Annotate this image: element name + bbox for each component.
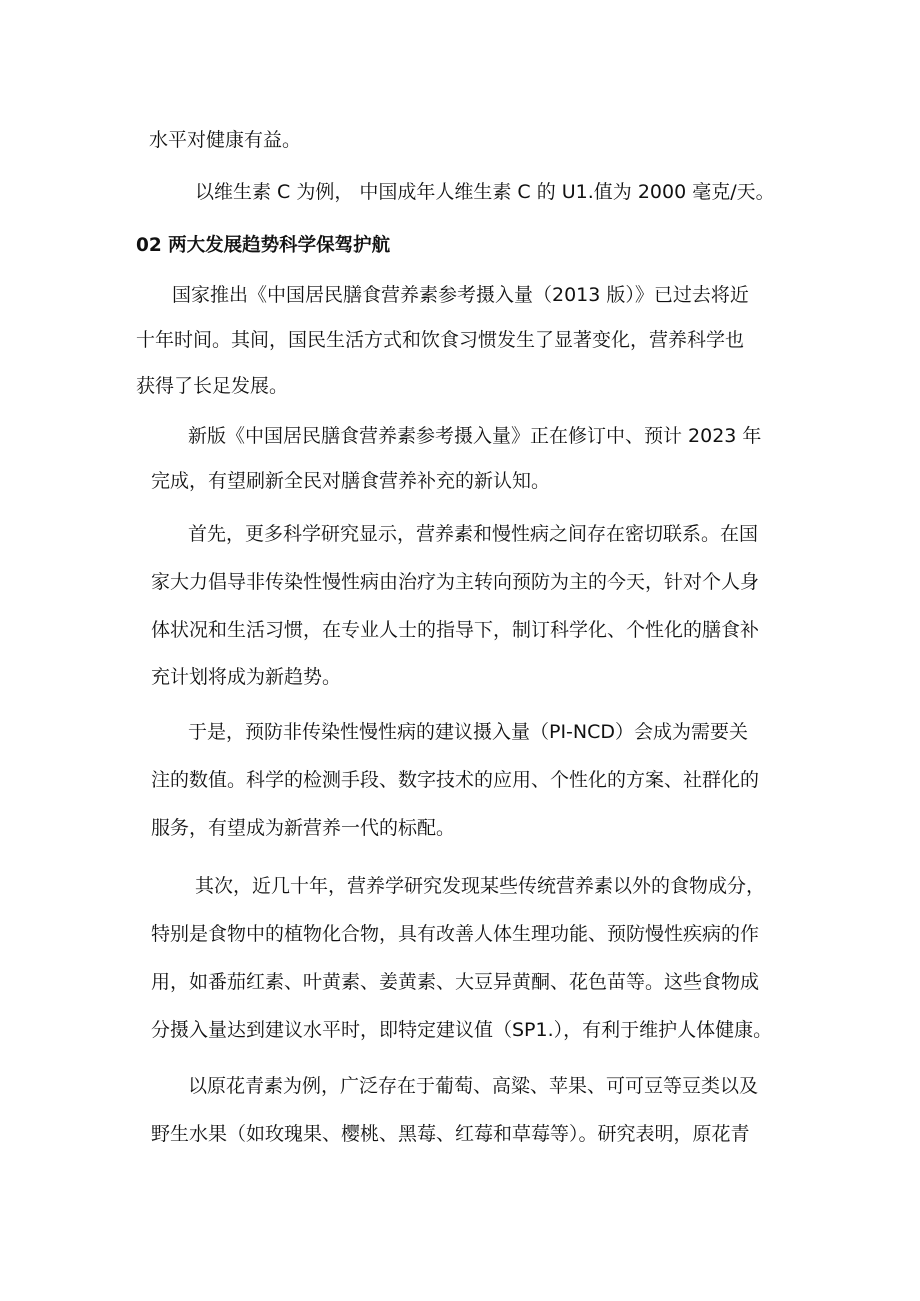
text-line-5: 十年时间。其间，国民生活方式和饮食习惯发生了显著变化，营养科学也 (136, 329, 745, 351)
text-line-2: 以维生素 C 为例， 中国成年人维生素 C 的 U1.值为 2000 毫克/天。 (195, 181, 775, 203)
text-line-6: 获得了长足发展。 (136, 375, 289, 397)
text-line-9: 首先，更多科学研究显示，营养素和慢性病之间存在密切联系。在国 (188, 523, 759, 545)
text-line-15: 服务，有望成为新营养一代的标配。 (151, 817, 456, 839)
text-line-7: 新版《中国居民膳食营养素参考摄入量》正在修订中、预计 2023 年 (188, 425, 762, 447)
section-heading: 02 两大发展趋势科学保驾护航 (136, 235, 391, 256)
text-line-20: 以原花青素为例，广泛存在于葡萄、高粱、苹果、可可豆等豆类以及 (188, 1075, 759, 1097)
text-line-18: 用，如番茄红素、叶黄素、姜黄素、大豆异黄酮、花色苗等。这些食物成 (151, 971, 760, 993)
text-line-19: 分摄入量达到建议水平时，即特定建议值（SP1.），有利于维护人体健康。 (151, 1019, 773, 1041)
text-line-1: 水平对健康有益。 (149, 129, 302, 151)
text-line-10: 家大力倡导非传染性慢性病由治疗为主转向预防为主的今天，针对个人身 (151, 571, 760, 593)
text-line-4: 国家推出《中国居民膳食营养素参考摄入量（2013 版）》已过去将近 (172, 284, 749, 306)
text-line-11: 体状况和生活习惯，在专业人士的指导下，制订科学化、个性化的膳食补 (151, 619, 760, 641)
text-line-8: 完成，有望刷新全民对膳食营养补充的新认知。 (151, 470, 551, 492)
text-line-12: 充计划将成为新趋势。 (151, 666, 342, 688)
text-line-13: 于是，预防非传染性慢性病的建议摄入量（PI-NCD）会成为需要关 (188, 721, 749, 743)
text-line-14: 注的数值。科学的检测手段、数字技术的应用、个性化的方案、社群化的 (151, 769, 760, 791)
text-line-21: 野生水果（如玫瑰果、樱桃、黑莓、红莓和草莓等）。研究表明，原花青 (151, 1123, 750, 1145)
text-line-17: 特别是食物中的植物化合物，具有改善人体生理功能、预防慢性疾病的作 (151, 923, 760, 945)
text-line-16: 其次，近几十年，营养学研究发现某些传统营养素以外的食物成分， (195, 875, 766, 897)
